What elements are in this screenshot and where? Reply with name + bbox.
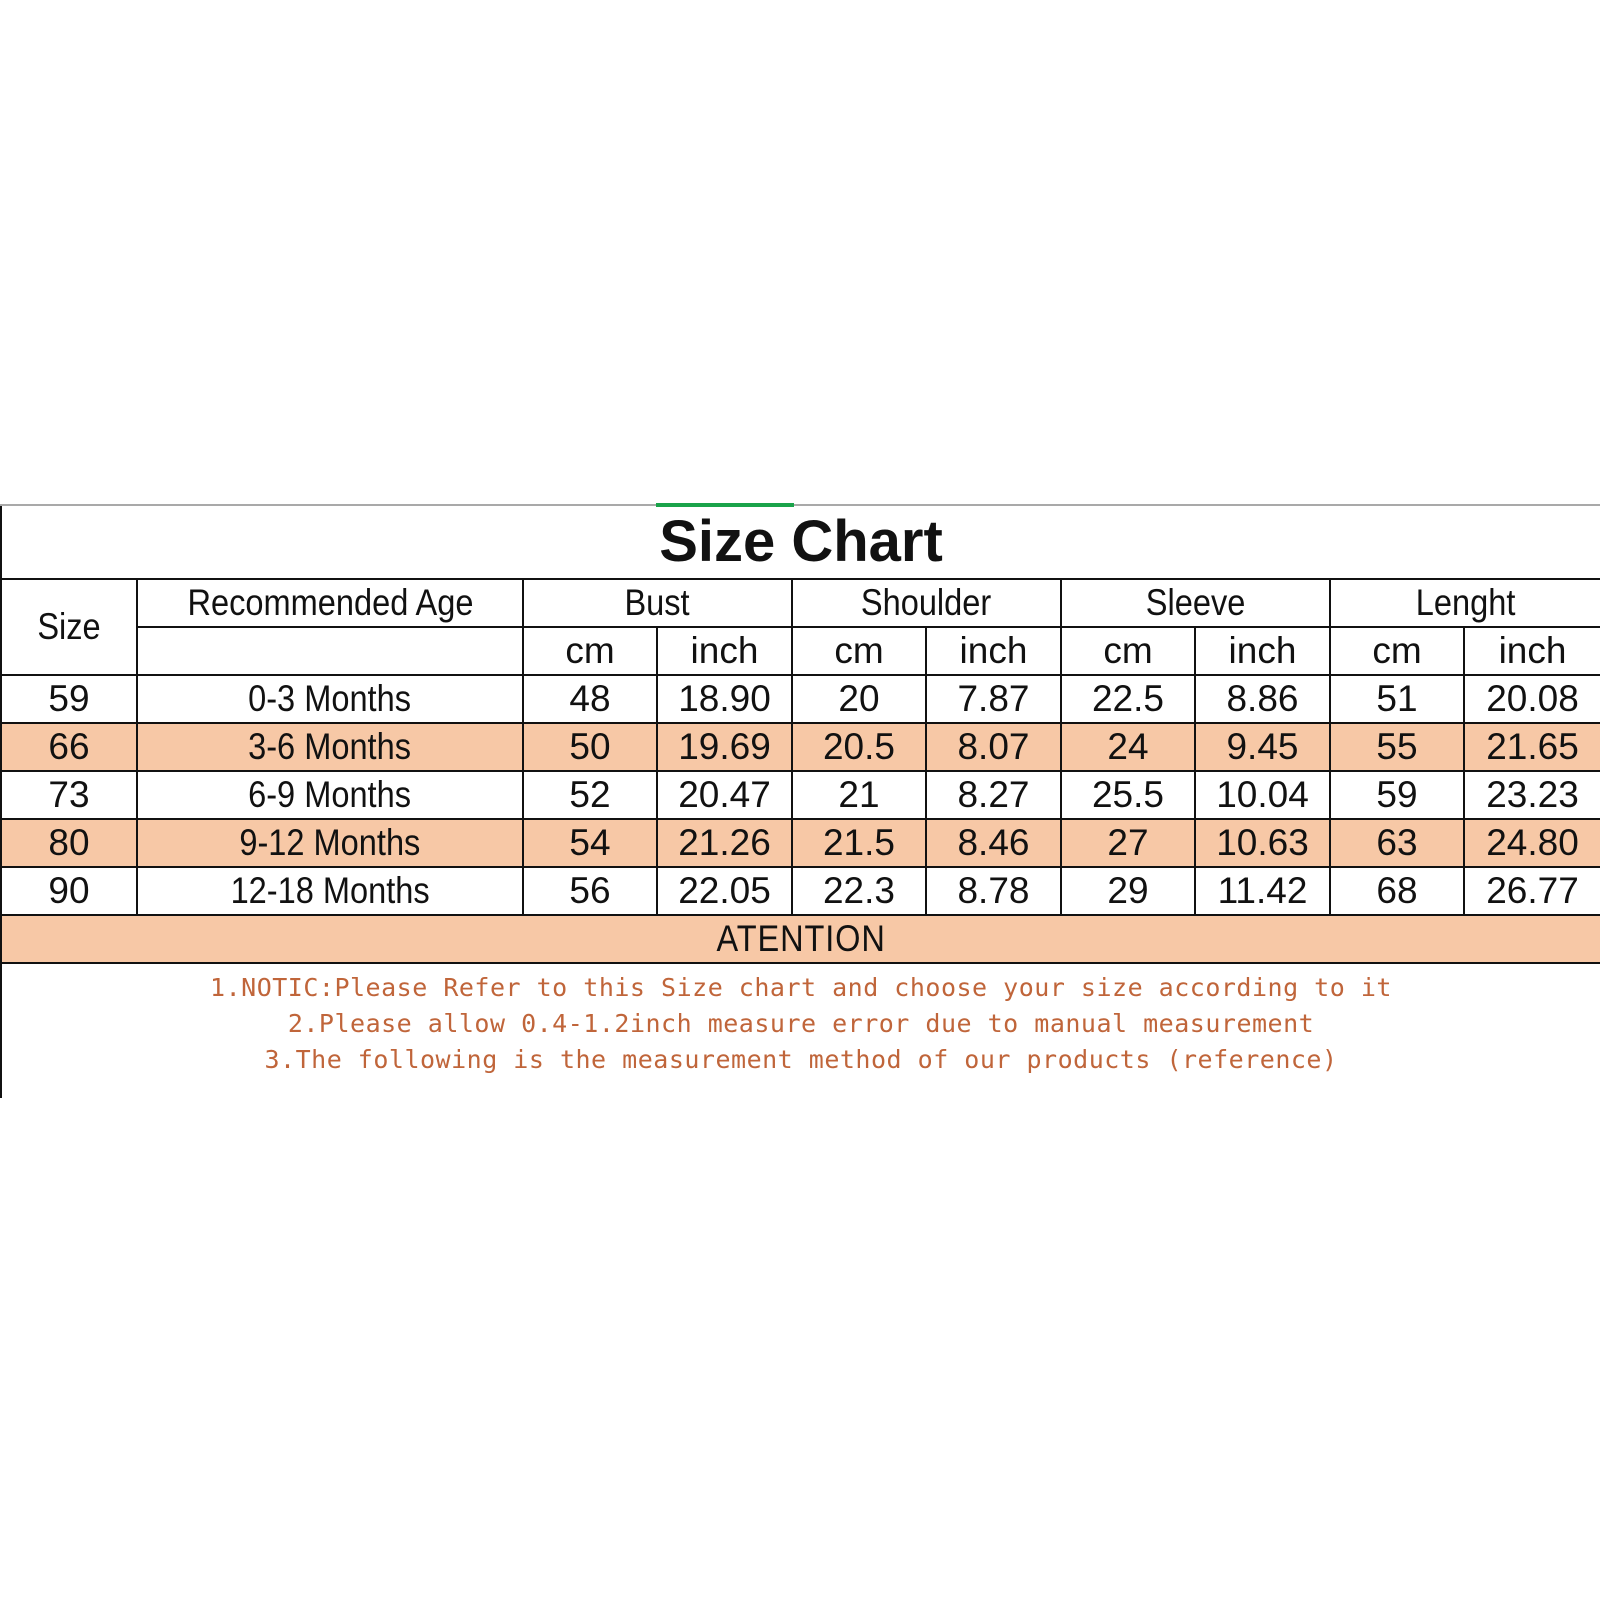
size-chart-table — [0, 506, 1600, 1098]
table-row — [1, 819, 1600, 867]
cell-length-cm: 63 — [1330, 819, 1464, 867]
cell-shoulder-inch: 7.87 — [926, 675, 1061, 723]
cell-size: 66 — [1, 723, 137, 771]
cell-age — [137, 675, 523, 723]
cell-sleeve-inch: 10.63 — [1195, 819, 1330, 867]
unit-bust-cm: cm — [523, 627, 657, 675]
header-length — [1330, 579, 1600, 627]
header-bust — [523, 579, 792, 627]
cell-size: 73 — [1, 771, 137, 819]
unit-shoulder-inch: inch — [926, 627, 1061, 675]
header-age — [137, 579, 523, 627]
cell-shoulder-inch: 8.07 — [926, 723, 1061, 771]
cell-bust-inch: 19.69 — [657, 723, 792, 771]
cell-shoulder-cm: 21.5 — [792, 819, 926, 867]
cell-length-inch: 21.65 — [1464, 723, 1600, 771]
header-age-label: Recommended Age — [186, 582, 473, 623]
unit-length-inch: inch — [1464, 627, 1600, 675]
table-row — [1, 771, 1600, 819]
unit-sleeve-cm: cm — [1061, 627, 1195, 675]
cell-sleeve-inch: 8.86 — [1195, 675, 1330, 723]
cell-shoulder-inch: 8.46 — [926, 819, 1061, 867]
cell-size: 90 — [1, 867, 137, 915]
header-age-blank — [137, 627, 523, 675]
table-row — [1, 675, 1600, 723]
cell-bust-cm: 52 — [523, 771, 657, 819]
header-size — [1, 579, 137, 675]
cell-length-inch: 20.08 — [1464, 675, 1600, 723]
cell-shoulder-cm: 20 — [792, 675, 926, 723]
cell-sleeve-cm: 25.5 — [1061, 771, 1195, 819]
cell-length-cm: 68 — [1330, 867, 1464, 915]
cell-age-text: 12-18 Months — [230, 870, 430, 911]
cell-sleeve-inch: 11.42 — [1195, 867, 1330, 915]
note-line-3: 3.The following is the measurement method of our products (reference) — [264, 1045, 1338, 1074]
table-row — [1, 867, 1600, 915]
note-line-2: 2.Please allow 0.4-1.2inch measure error due to manual measurement — [287, 1009, 1315, 1038]
note-line-1: 1.NOTIC:Please Refer to this Size chart and choose your size according to it — [210, 973, 1392, 1002]
cell-bust-inch: 22.05 — [657, 867, 792, 915]
cell-sleeve-inch: 9.45 — [1195, 723, 1330, 771]
cell-bust-inch: 18.90 — [657, 675, 792, 723]
cell-age-text: 3-6 Months — [248, 726, 412, 767]
size-chart-sheet — [0, 504, 1600, 1096]
unit-bust-inch: inch — [657, 627, 792, 675]
cell-age — [137, 771, 523, 819]
cell-age — [137, 867, 523, 915]
cell-size: 80 — [1, 819, 137, 867]
cell-shoulder-cm: 22.3 — [792, 867, 926, 915]
cell-shoulder-cm: 20.5 — [792, 723, 926, 771]
header-length-label: Lenght — [1415, 582, 1516, 623]
cell-age-text: 6-9 Months — [248, 774, 412, 815]
header-sleeve-label: Sleeve — [1145, 582, 1246, 623]
cell-bust-inch: 21.26 — [657, 819, 792, 867]
attention-label: ATENTION — [716, 918, 886, 959]
notes-block — [1, 963, 1600, 1098]
cell-shoulder-inch: 8.78 — [926, 867, 1061, 915]
header-row-units — [1, 627, 1600, 675]
cell-age-text: 9-12 Months — [239, 822, 421, 863]
unit-length-cm: cm — [1330, 627, 1464, 675]
cell-bust-cm: 54 — [523, 819, 657, 867]
header-bust-label: Bust — [624, 582, 691, 623]
cell-length-inch: 24.80 — [1464, 819, 1600, 867]
table-row — [1, 723, 1600, 771]
notes-row — [1, 963, 1600, 1098]
header-shoulder — [792, 579, 1061, 627]
cell-length-cm: 55 — [1330, 723, 1464, 771]
cell-shoulder-cm: 21 — [792, 771, 926, 819]
cell-age — [137, 819, 523, 867]
header-size-label: Size — [37, 606, 101, 647]
cell-sleeve-inch: 10.04 — [1195, 771, 1330, 819]
header-row-groups — [1, 579, 1600, 627]
cell-length-inch: 23.23 — [1464, 771, 1600, 819]
cell-shoulder-inch: 8.27 — [926, 771, 1061, 819]
unit-sleeve-inch: inch — [1195, 627, 1330, 675]
cell-size: 59 — [1, 675, 137, 723]
header-shoulder-label: Shoulder — [861, 582, 992, 623]
cell-age — [137, 723, 523, 771]
cell-bust-inch: 20.47 — [657, 771, 792, 819]
cell-length-inch: 26.77 — [1464, 867, 1600, 915]
attention-row — [1, 915, 1600, 963]
cell-sleeve-cm: 29 — [1061, 867, 1195, 915]
cell-bust-cm: 56 — [523, 867, 657, 915]
attention-banner — [1, 915, 1600, 963]
chart-title: Size Chart — [1, 506, 1600, 579]
cell-length-cm: 51 — [1330, 675, 1464, 723]
cell-bust-cm: 50 — [523, 723, 657, 771]
unit-shoulder-cm: cm — [792, 627, 926, 675]
cell-sleeve-cm: 22.5 — [1061, 675, 1195, 723]
cell-bust-cm: 48 — [523, 675, 657, 723]
cell-sleeve-cm: 24 — [1061, 723, 1195, 771]
header-sleeve — [1061, 579, 1330, 627]
cell-length-cm: 59 — [1330, 771, 1464, 819]
cell-sleeve-cm: 27 — [1061, 819, 1195, 867]
cell-age-text: 0-3 Months — [248, 678, 412, 719]
